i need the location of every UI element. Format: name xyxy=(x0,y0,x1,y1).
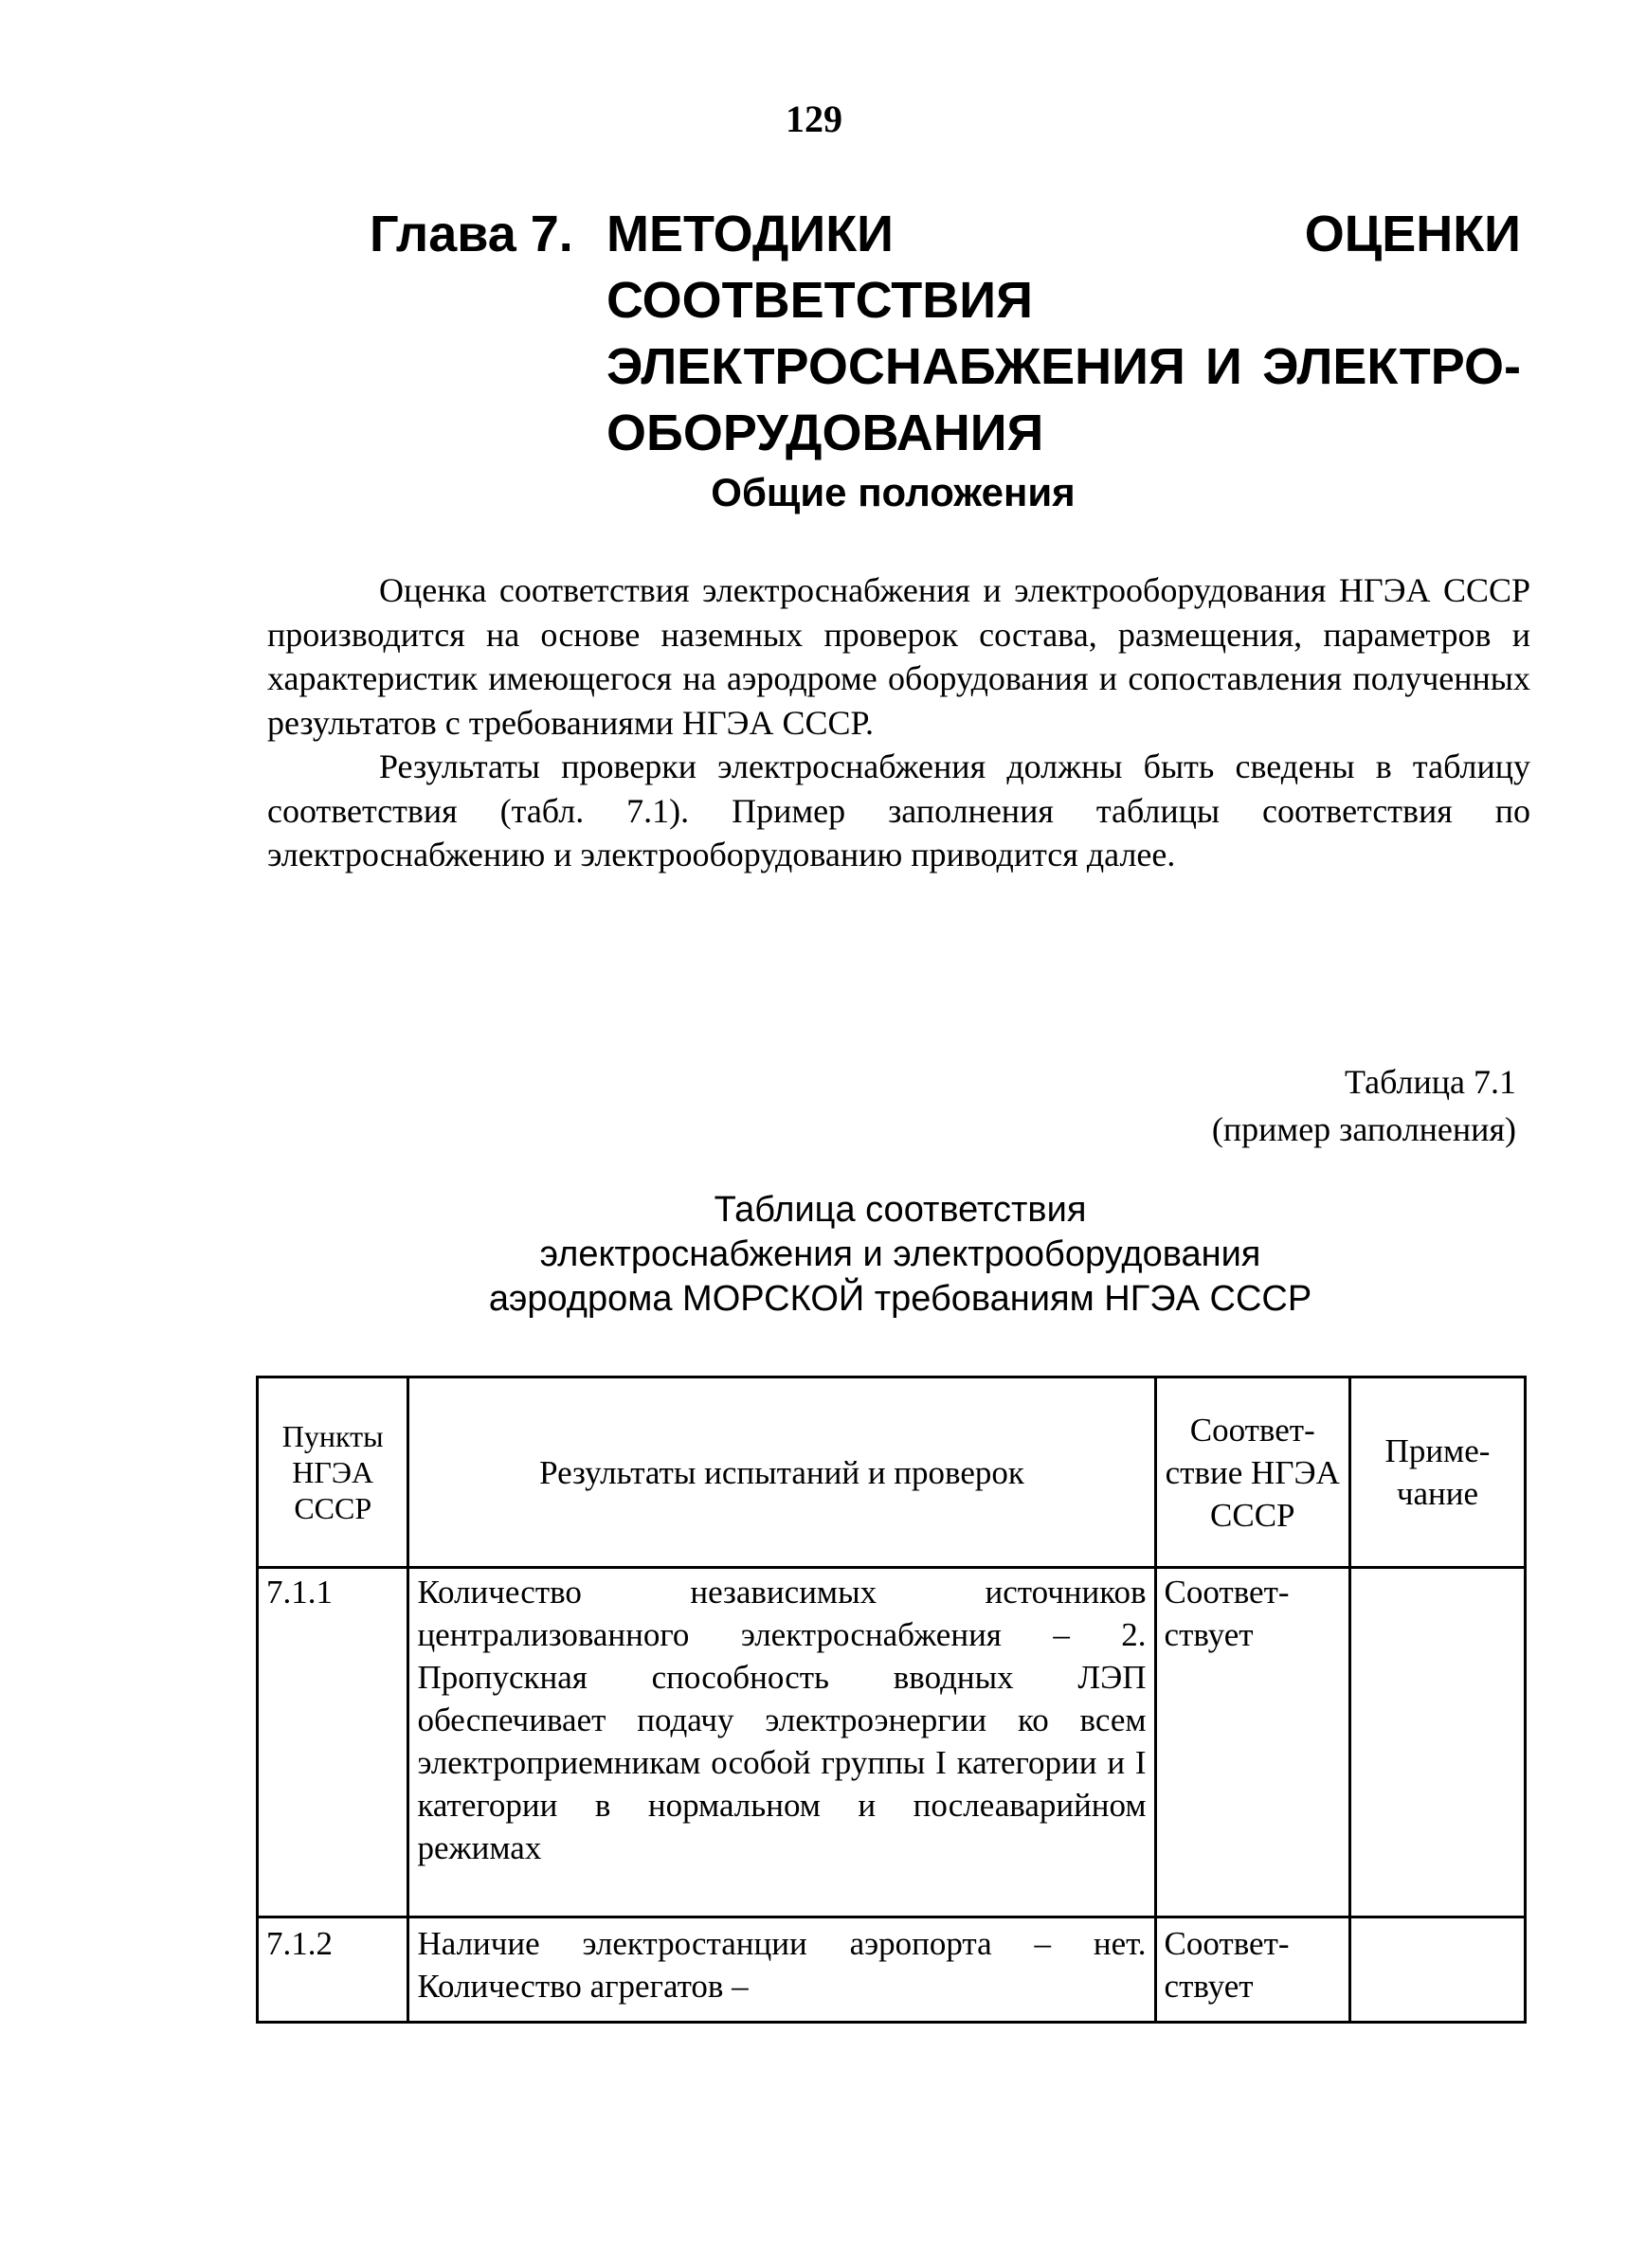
cell-compliance: Соответствует xyxy=(1155,1917,1349,2023)
table-title-line: аэродрома МОРСКОЙ требованиям НГЭА СССР xyxy=(488,1279,1312,1319)
paragraph: Результаты проверки электроснабжения должны быть сведены в таблицу соответствия (табл. 7.1). Пример заполнения таблицы соответствия по электроснабжению и электрооборудованию приводится далее. xyxy=(267,747,1530,873)
cell-compliance: Соответствует xyxy=(1155,1568,1349,1917)
table-caption xyxy=(1212,1058,1516,1153)
table-title xyxy=(0,1188,1628,1322)
paragraph: Оценка соответствия электроснабжения и электрооборудования НГЭА СССР производится на основе наземных проверок состава, размещения, параметров и характеристик имеющегося на аэродроме оборудования и сопоставления полученных результатов с требованиями НГЭА СССР. xyxy=(267,571,1530,742)
table-caption-note: (пример заполнения) xyxy=(1211,1110,1516,1148)
header-note: Примечание xyxy=(1349,1377,1525,1568)
cell-results: Количество независимых источников централизованного электроснабжения – 2. Пропускная способность вводных ЛЭП обеспечивает подачу электроэнергии ко всем электроприемникам особой группы I категории и I категории в нормальном и послеаварийном режимах xyxy=(408,1568,1155,1917)
table-number: Таблица 7.1 xyxy=(1345,1063,1516,1101)
header-point: Пункты НГЭА СССР xyxy=(258,1377,408,1568)
cell-note xyxy=(1349,1917,1525,2023)
body-text xyxy=(267,568,1530,877)
header-compliance: Соответствие НГЭА СССР xyxy=(1155,1377,1349,1568)
section-heading: Общие положения xyxy=(711,470,1076,514)
table-title-line: Таблица соответствия xyxy=(714,1190,1087,1230)
chapter-label: Глава 7. xyxy=(370,206,573,262)
page-number: 129 xyxy=(786,98,842,140)
conformity-table xyxy=(256,1376,1527,2024)
table-row xyxy=(258,1568,1526,1917)
cell-results: Наличие электростанции аэропорта – нет. Количество агрегатов – xyxy=(408,1917,1155,2023)
cell-note xyxy=(1349,1568,1525,1917)
cell-point: 7.1.2 xyxy=(258,1917,408,2023)
table-row xyxy=(258,1917,1526,2023)
cell-point: 7.1.1 xyxy=(258,1568,408,1917)
header-results: Результаты испытаний и проверок xyxy=(408,1377,1155,1568)
table-header-row xyxy=(258,1377,1526,1568)
table-title-line: электроснабжения и электрооборудования xyxy=(539,1234,1261,1274)
chapter-title: МЕТОДИКИ ОЦЕНКИ СООТВЕТСТВИЯ ЭЛЕКТРОСНАБЖЕНИЯ И ЭЛЕКТРООБОРУДОВАНИЯ xyxy=(606,206,1521,461)
